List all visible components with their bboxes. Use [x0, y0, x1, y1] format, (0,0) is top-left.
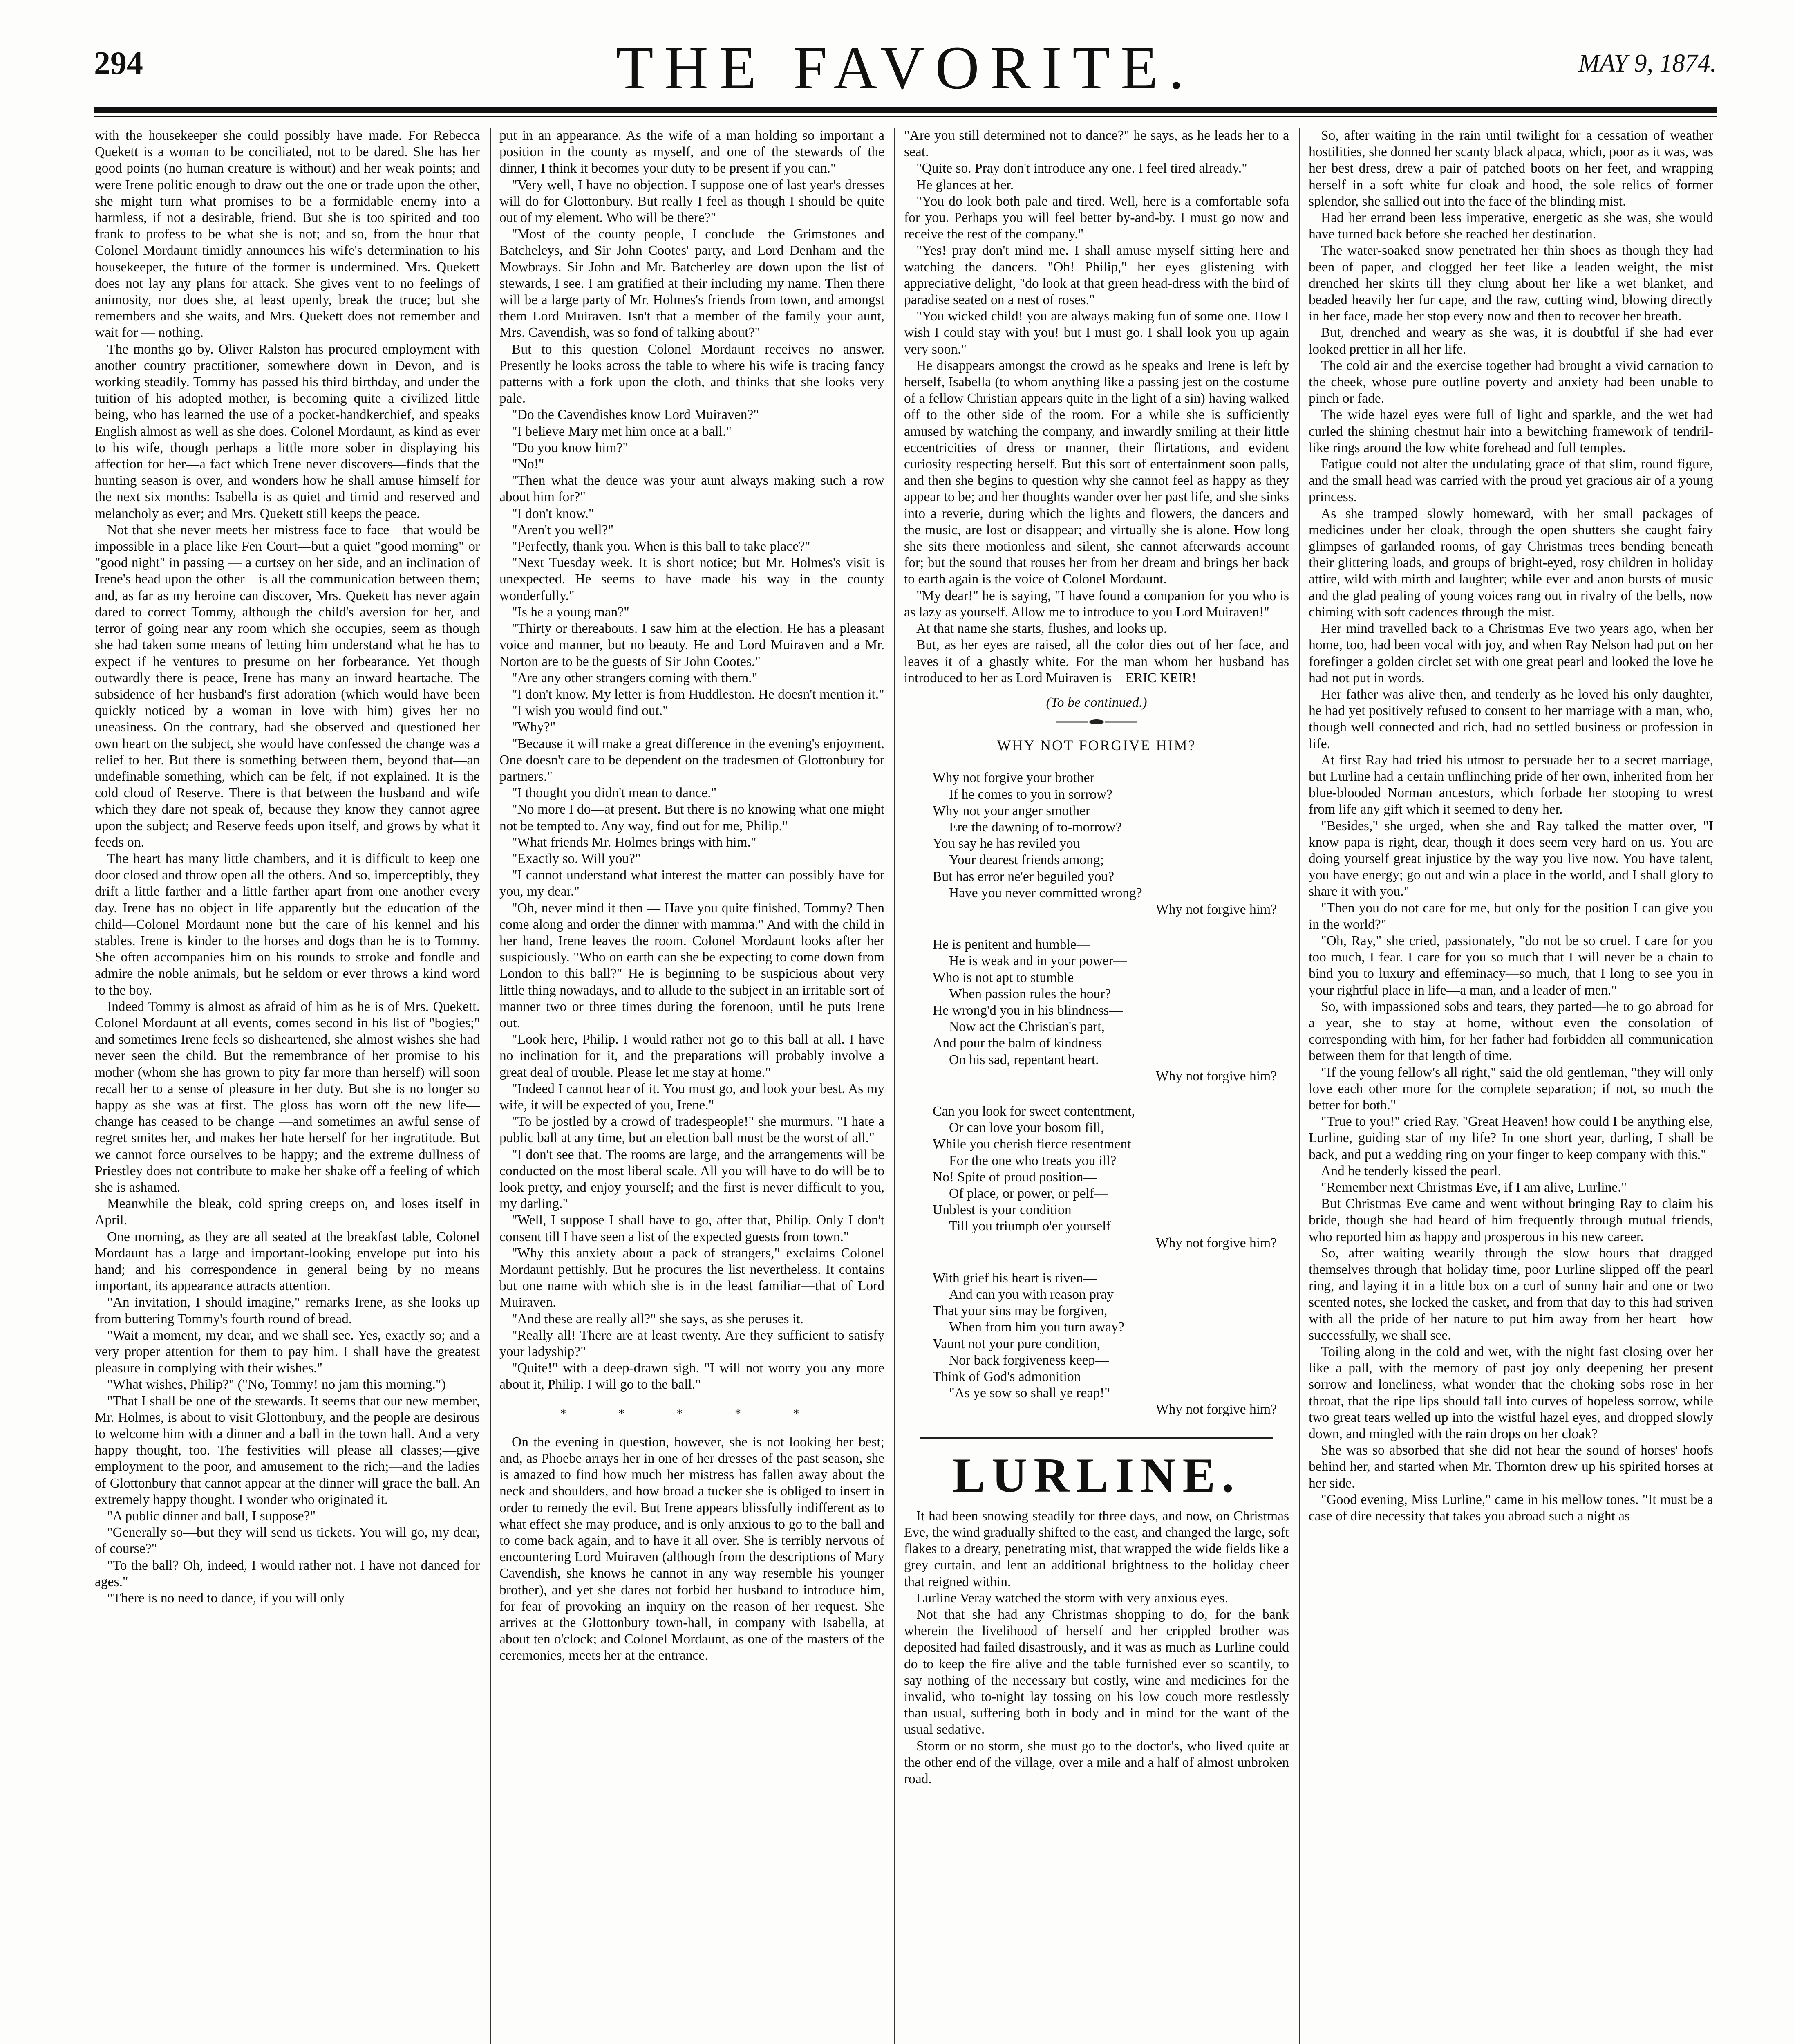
story-title: LURLINE. — [952, 1448, 1241, 1502]
paragraph: "Then you do not care for me, but only for the position I can give you in the world?" — [1309, 900, 1713, 932]
poem-line: Your dearest friends among; — [949, 852, 1104, 868]
paragraph: Had her errand been less imperative, energetic as she was, she would have turned back before she reached her destination. — [1309, 210, 1713, 242]
paragraph: He glances at her. — [916, 177, 1014, 193]
poem-line: Think of God's admonition — [933, 1369, 1081, 1385]
poem-line: For the one who treats you ill? — [949, 1153, 1117, 1168]
paragraph: "Really all! There are at least twenty. Are they sufficient to satisfy your ladyship?" — [499, 1327, 884, 1360]
paragraph: At first Ray had tried his utmost to persuade her to a secret marriage, but Lurline had a certain unflinching pride of her own, inherited from her blue-blooded Norman ancestors, which forbade her stooping to wrest from life any gift which it seemed to deny her. — [1309, 752, 1713, 817]
poem-line: When passion rules the hour? — [949, 986, 1111, 1002]
poem-line: If he comes to you in sorrow? — [949, 787, 1113, 802]
paragraph: "I don't know." — [512, 506, 594, 521]
paragraph: Toiling along in the cold and wet, with the night fast closing over her like a pall, with the memory of past joy only deepening her present sorrow and loneliness, what wonder that the choking sobs rose in her throat, that the ripe lips should fall into curves of hopeless sorrow, while two great tears welled up into the wistful hazel eyes, and dropped slowly down, and mingled with the rain drops on her cloak? — [1309, 1344, 1713, 1442]
paragraph: "Generally so—but they will send us tickets. You will go, my dear, of course?" — [95, 1525, 480, 1557]
header-rule-thin — [94, 116, 1717, 117]
paragraph: On the evening in question, however, she is not looking her best; and, as Phoebe arrays her in one of her dresses of the past season, she is amazed to find how much her mistress has fallen away about the neck and shoulders, and how broad a tucker she is obliged to insert in order to remedy the evil. But Irene appears blissfully indifferent as to what effect she may produce, and is only anxious to go to the ball and to come back again, and to have it all over. She is terribly nervous of encountering Lord Muiraven (although from the descriptions of Mary Cavendish, she knows he cannot in any way resemble his younger brother), and yet she dares not forbid her husband to introduce him, for fear of provoking an inquiry on the reason of her request. She arrives at the Glottonbury town-hall, in company with Isabella, at about ten o'clock; and Colonel Mordaunt, as one of the masters of the ceremonies, meets her at the entrance. — [499, 1434, 884, 1663]
paragraph: "I cannot understand what interest the matter can possibly have for you, my dear." — [499, 867, 884, 899]
paragraph: But to this question Colonel Mordaunt receives no answer. Presently he looks across the table to where his wife is tracing fancy patterns with a fork upon the cloth, and thinks that she looks very pale. — [499, 341, 884, 406]
paragraph: Not that she had any Christmas shopping to do, for the bank wherein the livelihood of herself and her crippled brother was deposited had failed disastrously, and it was as much as Lurline could do to keep the fire alive and the table furnished ever so scantily, to say nothing of the necessary but costly, wine and medicines for the invalid, who to-night lay tossing on his low couch more restlessly than usual, suffering both in body and in mind for the want of the usual sedative. — [904, 1607, 1289, 1737]
paragraph: "I thought you didn't mean to dance." — [512, 785, 717, 801]
paragraph: Fatigue could not alter the undulating grace of that slim, round figure, and the small head was carried with the proud yet gracious air of a young princess. — [1309, 457, 1713, 505]
paragraph: "I believe Mary met him once at a ball." — [512, 424, 732, 439]
poem-line: But has error ne'er beguiled you? — [933, 869, 1115, 884]
poem-line: Ere the dawning of to-morrow? — [949, 819, 1122, 835]
paragraph: Not that she never meets her mistress face to face—that would be impossible in a place like Fen Court—but a quiet "good morning" or "good night" in passing — a curtsey on her side, and an inclination of Irene's head upon the other—is all the communication between them; and, as far as my heroine can discover, Mrs. Quekett has never again dared to correct Tommy, although the child's aversion for her, and terror of going near any room which she occupies, seem as though she had taken some means of letting him understand what he has to expect if he ventures to presume on her forbearance. Yet though outwardly there is peace, Irene has many an inward heartache. The subsidence of her husband's first adoration (which would have been quickly noticed by a woman in love with him) gives her no uneasiness. On the contrary, had she observed and questioned her own heart on the subject, she would have confessed the change was a relief to her. But there is something between them, beyond that—an undefinable something, which can be felt, if not explained. It is the cold cloud of Reserve. There is that between the husband and wife which they dare not speak of, because they know they cannot agree upon the subject; and Reserve feeds upon itself, and grows by what it feeds on. — [95, 522, 480, 850]
column-1 — [95, 128, 480, 2044]
paragraph: "Because it will make a great difference in the evening's enjoyment. One doesn't care to be dependent on the tradesmen of Glottonbury for partners." — [499, 736, 884, 784]
column-divider — [1299, 128, 1300, 2044]
paragraph: Her father was alive then, and tenderly as he loved his only daughter, he had yet positively refused to consent to her marriage with a man, who, though well connected and rich, had no settled business or profession in life. — [1309, 686, 1713, 751]
paragraph: "Quite so. Pray don't introduce any one. I feel tired already." — [916, 161, 1247, 176]
poem-line: Why not forgive your brother — [933, 770, 1094, 786]
paragraph: Lurline Veray watched the storm with very anxious eyes. — [916, 1590, 1229, 1606]
poem-line: He is penitent and humble— — [933, 937, 1090, 953]
paragraph: But, drenched and weary as she was, it is doubtful if she had ever looked prettier in all her life. — [1309, 325, 1713, 357]
paragraph: The water-soaked snow penetrated her thin shoes as though they had been of paper, and clogged her feet like a leaden weight, the mist drenched her skirts till they clung about her like a wet blanket, and beaded heavily her fur cape, and the raw, cutting wind, blowing directly in her face, made her stop every now and then to recover her breath. — [1309, 243, 1713, 324]
paragraph: "Is he a young man?" — [512, 604, 629, 620]
paragraph: "You wicked child! you are always making fun of some one. How I wish I could stay with you! but I must go. I shall look you up again very soon." — [904, 309, 1289, 357]
paragraph: "Exactly so. Will you?" — [512, 851, 641, 866]
paragraph: "Why?" — [512, 719, 556, 735]
poem-line: He is weak and in your power— — [949, 953, 1127, 969]
paragraph: "What wishes, Philip?" ("No, Tommy! no jam this morning.") — [107, 1377, 446, 1392]
paragraph: "There is no need to dance, if you will only — [107, 1591, 345, 1606]
page-number: 294 — [94, 45, 143, 81]
paragraph: "Most of the county people, I conclude—the Grimstones and Batcheleys, and Sir John Cootes' party, and Lord Denham and the Mowbrays. Sir John and Mr. Batcherley are down upon the list of stewards, I see. I am gratified at their including my name. Then there will be a large party of Mr. Holmes's friends from town, and amongst them Lord Muiraven. Isn't that a member of the family your aunt, Mrs. Cavendish, was so fond of talking about?" — [499, 226, 884, 341]
poem-line: Why not your anger smother — [933, 803, 1090, 818]
paragraph: He disappears amongst the crowd as he speaks and Irene is left by herself, Isabella (to whom anything like a passing jest on the costume of a fellow Christian appears quite in the light of a sin) having walked off to the other side of the room. For a while she is sufficiently amused by watching the company, and inwardly smiling at their little eccentricities of dress or manner, their flirtations, and evident curiosity respecting herself. But this sort of entertainment soon palls, and then she begins to question why she cannot feel as happy as they appear to be; and her thoughts wander over her past life, and she sinks into a reverie, during which the lights and flowers, the dancers and the music, are lost or disappear; and virtually she is alone. How long she sits there motionless and silent, she cannot afterwards account for; but the sound that rouses her from her dream and brings her back to earth again is the voice of Colonel Mordaunt. — [904, 358, 1289, 587]
paragraph: At that name she starts, flushes, and looks up. — [916, 621, 1167, 637]
poem-line: You say he has reviled you — [933, 836, 1080, 852]
issue-date: MAY 9, 1874. — [1578, 49, 1717, 77]
poem-line: That your sins may be forgiven, — [933, 1303, 1108, 1319]
paragraph: Indeed Tommy is almost as afraid of him as he is of Mrs. Quekett. Colonel Mordaunt at all events, comes second in his list of "bogies;" and sometimes Irene feels so disheartened, she almost wishes she had never seen the child. But the remembrance of her promise to his mother (whom she has grown to pity far more than herself) will soon recall her to a sense of pleasure in her duty. But she is no longer so happy as she was at first. The gloss has worn off the new life—change has ceased to be change —and sometimes an awful sense of regret smites her, and makes her hate herself for her ingratitude. But we cannot force ourselves to be happy; and the extreme dullness of Priestley does not contribute to make her shake off a feeling of which she is ashamed. — [95, 999, 480, 1195]
paragraph: "Do the Cavendishes know Lord Muiraven?" — [512, 407, 759, 423]
poem-line: Nor back forgiveness keep— — [949, 1352, 1109, 1368]
paragraph: "That I shall be one of the stewards. It seems that our new member, Mr. Holmes, is about to visit Glottonbury, and the people are desirous to welcome him with a dinner and a ball in the town hall. And a very happy thought, too. The festivities will please all classes;—give employment to the poor, and amusement to the rich;—and the ladies of Glottonbury that cannot appear at the dinner will grace the ball. An extremely happy thought. I wonder who originated it. — [95, 1393, 480, 1507]
paragraph: It had been snowing steadily for three days, and now, on Christmas Eve, the wind gradually shifted to the east, and changed the large, soft flakes to a dreary, penetrating mist, that wrapped the wide fields like a grey curtain, and lent an additional brightness to the holiday cheer that reigned within. — [904, 1508, 1289, 1589]
paragraph: "Good evening, Miss Lurline," came in his mellow tones. "It must be a case of dire necessity that takes you abroad such a night as — [1309, 1492, 1713, 1524]
column-divider — [490, 128, 491, 2044]
paragraph: "Thirty or thereabouts. I saw him at the election. He has a pleasant voice and manner, but no beauty. He and Lord Muiraven and a Mr. Norton are to be the guests of Sir John Cootes." — [499, 621, 884, 669]
paragraph: The months go by. Oliver Ralston has procured employment with another country practitioner, somewhere down in Devon, and is working steadily. Tommy has passed his third birthday, and under the tuition of his adopted mother, is becoming quite a civilized little being, who has learned the use of a pocket-handkerchief, and speaks English almost as well as she does. Colonel Mordaunt, as kind as ever to his wife, though perhaps a little more sober in displaying his affection for her—a fact which Irene never discovers—finds that the hunting season is over, and wonders how he shall amuse himself for the next six months: Isabella is as quiet and timid and reserved and melancholy as ever; and Mrs. Quekett still keeps the peace. — [95, 341, 480, 521]
page-header — [94, 29, 1717, 110]
paragraph: The cold air and the exercise together had brought a vivid carnation to the cheek, whose pure outline poverty and anxiety had been unable to pinch or fade. — [1309, 358, 1713, 406]
paragraph: One morning, as they are all seated at the breakfast table, Colonel Mordaunt has a large and important-looking envelope put into his hand; and his correspondence in general being by no means important, its appearance attracts attention. — [95, 1229, 480, 1294]
paragraph: The wide hazel eyes were full of light and sparkle, and the wet had curled the shining chestnut hair into a bewitching framework of tendril-like rings around the low white forehead and full temples. — [1309, 407, 1713, 455]
paragraph: She was so absorbed that she did not hear the sound of horses' hoofs behind her, and started when Mr. Thornton drew up his spirited horses at her side. — [1309, 1443, 1713, 1491]
poem-line: On his sad, repentant heart. — [949, 1052, 1099, 1067]
paragraph: "What friends Mr. Holmes brings with him." — [512, 834, 756, 850]
masthead: THE FAVORITE. — [616, 34, 1195, 102]
poem-line: Or can love your bosom fill, — [949, 1120, 1104, 1136]
paragraph: "Very well, I have no objection. I suppose one of last year's dresses will do for Glottonbury. But really I feel as though I should be quite out of my element. Who will be there?" — [499, 177, 884, 226]
paragraph: "A public dinner and ball, I suppose?" — [107, 1508, 316, 1524]
poem-line: Now act the Christian's part, — [949, 1019, 1105, 1035]
poem-line: And pour the balm of kindness — [933, 1035, 1102, 1051]
paragraph: "I wish you would find out." — [512, 703, 668, 719]
poem-line: "As ye sow so shall ye reap!" — [949, 1385, 1110, 1401]
paragraph: "Yes! pray don't mind me. I shall amuse myself sitting here and watching the dancers. "Oh! Philip," her eyes glistening with appreciative delight, "do look at that green head-dress with the bird of paradise seated on a nest of roses." — [904, 243, 1289, 308]
paragraph: So, after waiting in the rain until twilight for a cessation of weather hostilities, she donned her scanty black alpaca, which, poor as it was, was her best dress, drew a pair of patched boots on her feet, and wrapping herself in a soft white fur cloak and hood, the sole relics of former splendor, she sallied out into the face of the blinding mist. — [1309, 128, 1713, 209]
paragraph: "Then what the deuce was your aunt always making such a row about him for?" — [499, 473, 884, 505]
paragraph: "If the young fellow's all right," said the old gentleman, "they will only love each other more for the complete separation; if not, so much the better for both." — [1309, 1065, 1713, 1113]
paragraph: "Indeed I cannot hear of it. You must go, and look your best. As my wife, it will be expected of you, Irene." — [499, 1081, 884, 1113]
poem-line: No! Spite of proud position— — [933, 1169, 1097, 1185]
paragraph: "Are any other strangers coming with them." — [512, 670, 758, 686]
section-rule — [920, 1437, 1273, 1439]
poem-refrain: Why not forgive him? — [1155, 901, 1277, 917]
paragraph: But Christmas Eve came and went without bringing Ray to claim his bride, though she had heard of him frequently through mutual friends, who reported him as happy and prosperous in his new career. — [1309, 1196, 1713, 1244]
paragraph: "No more I do—at present. But there is no knowing what one might not be tempted to. Any way, find out for me, Philip." — [499, 802, 884, 834]
paragraph: "Why this anxiety about a pack of strangers," exclaims Colonel Mordaunt pettishly. But he procures the list nevertheless. It contains but one name with which she is in the least familiar—that of Lord Muiraven. — [499, 1245, 884, 1310]
poem-line: Till you triumph o'er yourself — [949, 1219, 1111, 1234]
poem-stanza — [933, 1270, 1289, 1418]
paragraph: "To be jostled by a crowd of tradespeople!" she murmurs. "I hate a public ball at any time, but an election ball must be the worst of all." — [499, 1114, 884, 1146]
paragraph: "No!" — [512, 457, 544, 472]
paragraph: "My dear!" he is saying, "I have found a companion for you who is as lazy as yourself. Allow me to introduce to you Lord Muiraven!" — [904, 588, 1289, 620]
paragraph: "Do you know him?" — [512, 440, 629, 455]
poem-line: With grief his heart is riven— — [933, 1270, 1097, 1286]
paragraph: "Well, I suppose I shall have to go, after that, Philip. Only I don't consent till I have seen a list of the expected guests from town." — [499, 1213, 884, 1244]
poem-refrain: Why not forgive him? — [1155, 1068, 1277, 1084]
poem-line: Have you never committed wrong? — [949, 885, 1142, 901]
poem-line: When from him you turn away? — [949, 1320, 1124, 1335]
paragraph: Meanwhile the bleak, cold spring creeps on, and loses itself in April. — [95, 1196, 480, 1228]
header-rule — [94, 107, 1717, 113]
paragraph: "I don't know. My letter is from Huddleston. He doesn't mention it." — [512, 686, 884, 702]
paragraph: Storm or no storm, she must go to the doctor's, who lived quite at the other end of the village, over a mile and a half of almost unbroken road. — [904, 1738, 1289, 1787]
paragraph: But, as her eyes are raised, all the color dies out of her face, and leaves it of a ghastly white. For the man whom her husband has introduced to her as Lord Muiraven is—ERIC KEIR! — [904, 637, 1289, 686]
paragraph: "I don't see that. The rooms are large, and the arrangements will be conducted on the most liberal scale. All you will have to do will be to look pretty, and enjoy yourself; and the first is never difficult to you, my darling." — [499, 1147, 884, 1212]
paragraph: "Remember next Christmas Eve, if I am alive, Lurline." — [1321, 1180, 1627, 1195]
column-3 — [904, 128, 1289, 2044]
paragraph: "You do look both pale and tired. Well, here is a comfortable sofa for you. Perhaps you will feel better by-and-by. I must go now and receive the rest of the company." — [904, 193, 1289, 242]
section-break: * * * * * — [560, 1406, 824, 1420]
paragraph: "To the ball? Oh, indeed, I would rather not. I have not danced for ages." — [95, 1558, 480, 1589]
paragraph: with the housekeeper she could possibly have made. For Rebecca Quekett is a woman to be conciliated, not to be dared. She has her good points (no human creature is without) and her weak points; and were Irene politic enough to draw out the one or trade upon the other, she might turn what promises to be a formidable enemy into a harmless, if not a desirable, friend. But she is too spirited and too frank to profess to be what she is not; and so, from the hour that Colonel Mordaunt timidly announces his wife's determination to his housekeeper, the future of the former is undermined. Mrs. Quekett does not lay any plans for attack. She gives vent to no feelings of animosity, nor does she, at least openly, break the truce; but she remembers and she waits, and Mrs. Quekett does not remember and wait for — nothing. — [95, 128, 480, 341]
paragraph: "And these are really all?" she says, as she peruses it. — [512, 1311, 803, 1327]
paragraph: "Next Tuesday week. It is short notice; but Mr. Holmes's visit is unexpected. He seems to have made his way in the county wonderfully." — [499, 555, 884, 603]
poem-line: Can you look for sweet contentment, — [933, 1103, 1135, 1119]
paragraph: "Wait a moment, my dear, and we shall see. Yes, exactly so; and a very proper attention for them to pay him. I shall have the greatest pleasure in complying with their wishes." — [95, 1327, 480, 1376]
paragraph: put in an appearance. As the wife of a man holding so important a position in the county as myself, and one of the stewards of the dinner, I think it becomes your duty to be present if you can." — [499, 128, 884, 176]
poem-line: While you cherish fierce resentment — [933, 1136, 1131, 1152]
poem-stanza — [933, 770, 1289, 918]
paragraph: As she tramped slowly homeward, with her small packages of medicines under her cloak, through the open shutters she caught fairy glimpses of garlanded rooms, of gay Christmas trees bending beneath their glittering loads, and groups of bright-eyed, rosy children in holiday attire, wild with mirth and laughter; while ever and anon bursts of music and the glad pealing of young voices rang out in rivalry of the bells, now chiming with soft cadences through the mist. — [1309, 506, 1713, 620]
column-2 — [499, 128, 884, 2044]
ornament-divider — [1056, 719, 1137, 725]
paragraph: "Look here, Philip. I would rather not go to this ball at all. I have no inclination for it, and the preparations will probably involve a great deal of trouble. Please let me stay at home." — [499, 1032, 884, 1080]
poem-title: WHY NOT FORGIVE HIM? — [997, 737, 1196, 754]
poem-refrain: Why not forgive him? — [1155, 1235, 1277, 1251]
paragraph: "Aren't you well?" — [512, 522, 614, 538]
poem-line: And can you with reason pray — [949, 1287, 1114, 1302]
poem-line: Vaunt not your pure condition, — [933, 1336, 1101, 1351]
poem-refrain: Why not forgive him? — [1155, 1402, 1277, 1417]
column-4 — [1309, 128, 1713, 2044]
continued-notice: (To be continued.) — [1046, 695, 1147, 710]
paragraph: And he tenderly kissed the pearl. — [1321, 1163, 1501, 1179]
paragraph: So, after waiting wearily through the slow hours that dragged themselves through that holiday time, poor Lurline slipped off the pearl ring, and laying it in a little box on a curl of sunny hair and one or two scented notes, she locked the casket, and from that day to this had striven with all the pride of her nature to put him away from her heart—how successfully, we shall see. — [1309, 1245, 1713, 1343]
paragraph: "An invitation, I should imagine," remarks Irene, as she looks up from buttering Tommy's fourth round of bread. — [95, 1295, 480, 1327]
poem-line: Unblest is your condition — [933, 1202, 1072, 1218]
paragraph: "Besides," she urged, when she and Ray talked the matter over, "I know papa is right, dear, though it does seem very hard on us. You are doing yourself great injustice by the way you live now. You have talent, you have energy; go out and win a place in the world, and I shall glory to share it with you." — [1309, 818, 1713, 899]
poem-line: Of place, or power, or pelf— — [949, 1186, 1108, 1201]
paragraph: "Oh, never mind it then — Have you quite finished, Tommy? Then come along and order the dinner with mamma." And with the child in her hand, Irene leaves the room. Colonel Mordaunt looks after her suspiciously. "Who on earth can she be expecting to come down from London to this ball?" He is beginning to be suspicious about very little thing nowadays, and to allude to the subject in an irritable sort of manner two or three times during the forenoon, until he puts Irene out. — [499, 900, 884, 1031]
paragraph: So, with impassioned sobs and tears, they parted—he to go abroad for a year, she to stay at home, without even the consolation of corresponding with him, for her father had forbidden all communication between them for that length of time. — [1309, 999, 1713, 1064]
paragraph: Her mind travelled back to a Christmas Eve two years ago, when her home, too, had been vocal with joy, and when Ray Nelson had put on her forefinger a golden circlet set with one great pearl and looked the love he had not put in words. — [1309, 621, 1713, 686]
poem-stanza — [933, 937, 1289, 1085]
paragraph: "Perfectly, thank you. When is this ball to take place?" — [512, 539, 810, 554]
paragraph: The heart has many little chambers, and it is difficult to keep one door closed and throw open all the others. And so, imperceptibly, they drift a little farther and a little farther apart from one another every day. Irene has no object in life apparently but the education of the child—Colonel Mordaunt none but the care of his kennel and his stables. Irene is kinder to the horses and dogs than he is to Tommy. She often accompanies him on his rounds to stroke and fondle and admire the noble animals, but he seldom or ever throws a kind word to the boy. — [95, 851, 480, 998]
paragraph: "Quite!" with a deep-drawn sigh. "I will not worry you any more about it, Philip. I will go to the ball." — [499, 1360, 884, 1392]
paragraph: "Oh, Ray," she cried, passionately, "do not be so cruel. I care for you too much, I fear. I care for you so much that I will never be a chain to bind you to luxury and effeminacy—so much, that I long to see you in your rightful place in life—a man, and a leader of men." — [1309, 933, 1713, 998]
poem-line: He wrong'd you in his blindness— — [933, 1002, 1123, 1018]
poem-stanza — [933, 1103, 1289, 1251]
paragraph: "True to you!" cried Ray. "Great Heaven! how could I be anything else, Lurline, guiding star of my life? In one short year, darling, I shall be back, and put a wedding ring on your finger to keep company with this." — [1309, 1114, 1713, 1162]
poem-line: Who is not apt to stumble — [933, 970, 1074, 985]
paragraph: "Are you still determined not to dance?" he says, as he leads her to a seat. — [904, 128, 1289, 160]
column-divider — [894, 128, 895, 2044]
